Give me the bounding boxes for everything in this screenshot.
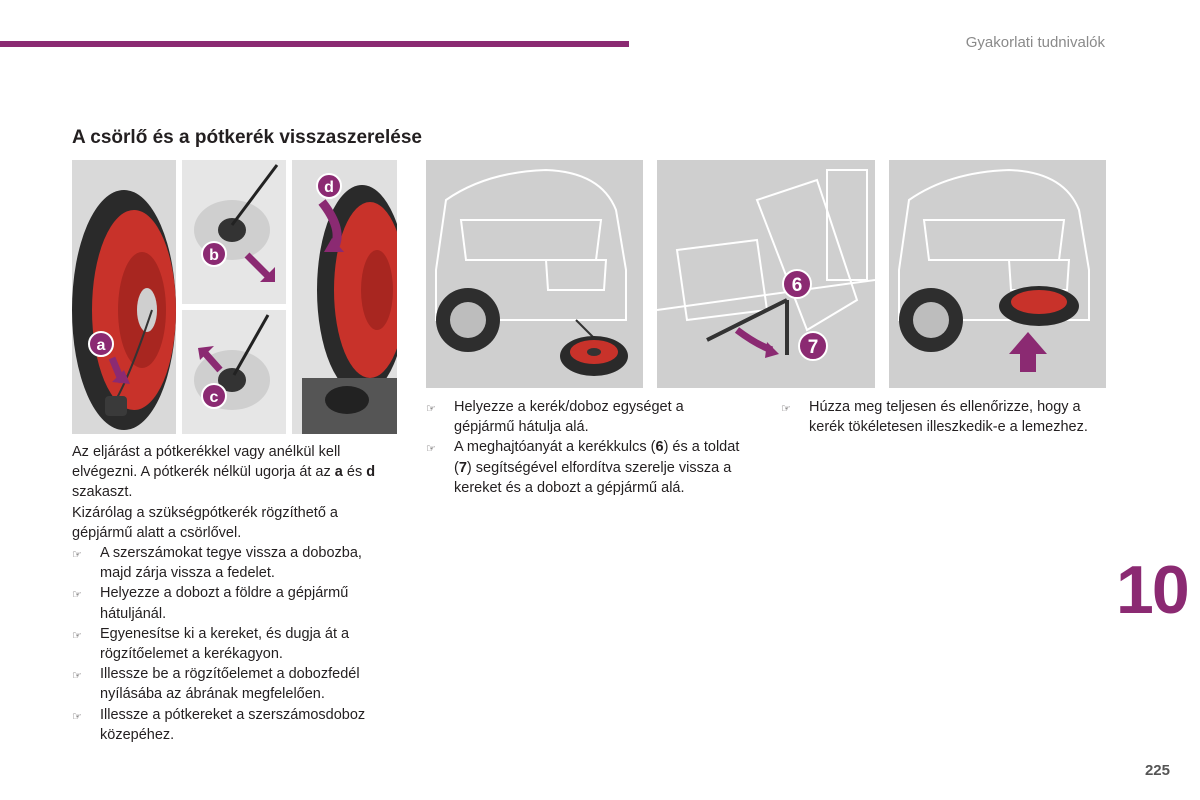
step-label-d xyxy=(317,174,341,198)
list-item: ☞ Húzza meg teljesen és ellenőrizze, hogy a kerék tökéletesen illeszkedik-e a lemezhez. xyxy=(781,397,1111,437)
svg-text:c: c xyxy=(209,389,219,406)
page-title: A csörlő és a pótkerék visszaszerelése xyxy=(72,127,422,148)
pointing-hand-icon: ☞ xyxy=(72,589,82,602)
figure-wheel-winch-steps xyxy=(72,160,397,434)
list-item: ☞ Helyezze a kerék/doboz egységet a gépjármű hátulja alá. xyxy=(426,397,746,437)
figure-wheel-under-car xyxy=(426,160,643,388)
section-label: Gyakorlati tudnivalók xyxy=(965,34,1105,51)
svg-text:6: 6 xyxy=(791,275,803,296)
chapter-number: 10 xyxy=(1116,552,1188,628)
pointing-hand-icon: ☞ xyxy=(426,443,436,456)
pointing-hand-icon: ☞ xyxy=(72,710,82,723)
list-item: ☞ Illessze a pótkereket a szerszámosdoboz közepéhez. xyxy=(72,705,392,745)
svg-text:b: b xyxy=(209,247,219,264)
pointing-hand-icon: ☞ xyxy=(426,403,436,415)
middle-text-column xyxy=(426,397,746,498)
pointing-hand-icon: ☞ xyxy=(781,403,791,415)
svg-text:7: 7 xyxy=(807,337,819,358)
step-label-b xyxy=(202,242,226,266)
page-number: 225 xyxy=(1144,762,1170,779)
list-item: ☞ Helyezze a dobozt a földre a gépjármű hátuljánál. xyxy=(72,583,392,623)
list-item: ☞ A meghajtóanyát a kerékkulcs (6) és a toldat (7) segítségével elfordítva szerelje vissza a kereket és a dobozt a gépjármű alá. xyxy=(426,437,746,498)
intro-paragraph: Az eljárást a pótkerékkel vagy anélkül kell elvégezni. A pótkerék nélkül ugorja át az a és d szakaszt. xyxy=(72,444,376,501)
step-label-6 xyxy=(783,270,811,298)
list-item: ☞ A szerszámokat tegye vissza a dobozba, majd zárja vissza a fedelet. xyxy=(72,543,392,583)
pointing-hand-icon: ☞ xyxy=(72,670,82,683)
list-item: ☞ Illessze be a rögzítőelemet a dobozfedél nyílásába az ábrának megfelelően. xyxy=(72,664,392,704)
right-text-column xyxy=(781,397,1111,437)
step-label-c xyxy=(202,384,226,408)
left-text-column xyxy=(72,442,392,745)
intro-paragraph-2: Kizárólag a szükségpótkerék rögzíthető a gépjármű alatt a csörlővel. xyxy=(72,504,338,541)
svg-text:a: a xyxy=(96,337,106,354)
svg-text:d: d xyxy=(324,179,334,196)
step-label-a xyxy=(89,332,113,356)
figure-wheel-raised xyxy=(889,160,1106,388)
list-item: ☞ Egyenesítse ki a kereket, és dugja át a rögzítőelemet a kerékagyon. xyxy=(72,624,392,664)
pointing-hand-icon: ☞ xyxy=(72,629,82,642)
pointing-hand-icon: ☞ xyxy=(72,549,82,562)
figure-wrench-extension xyxy=(657,160,875,388)
step-label-7 xyxy=(799,332,827,360)
header-accent-bar xyxy=(0,41,629,47)
